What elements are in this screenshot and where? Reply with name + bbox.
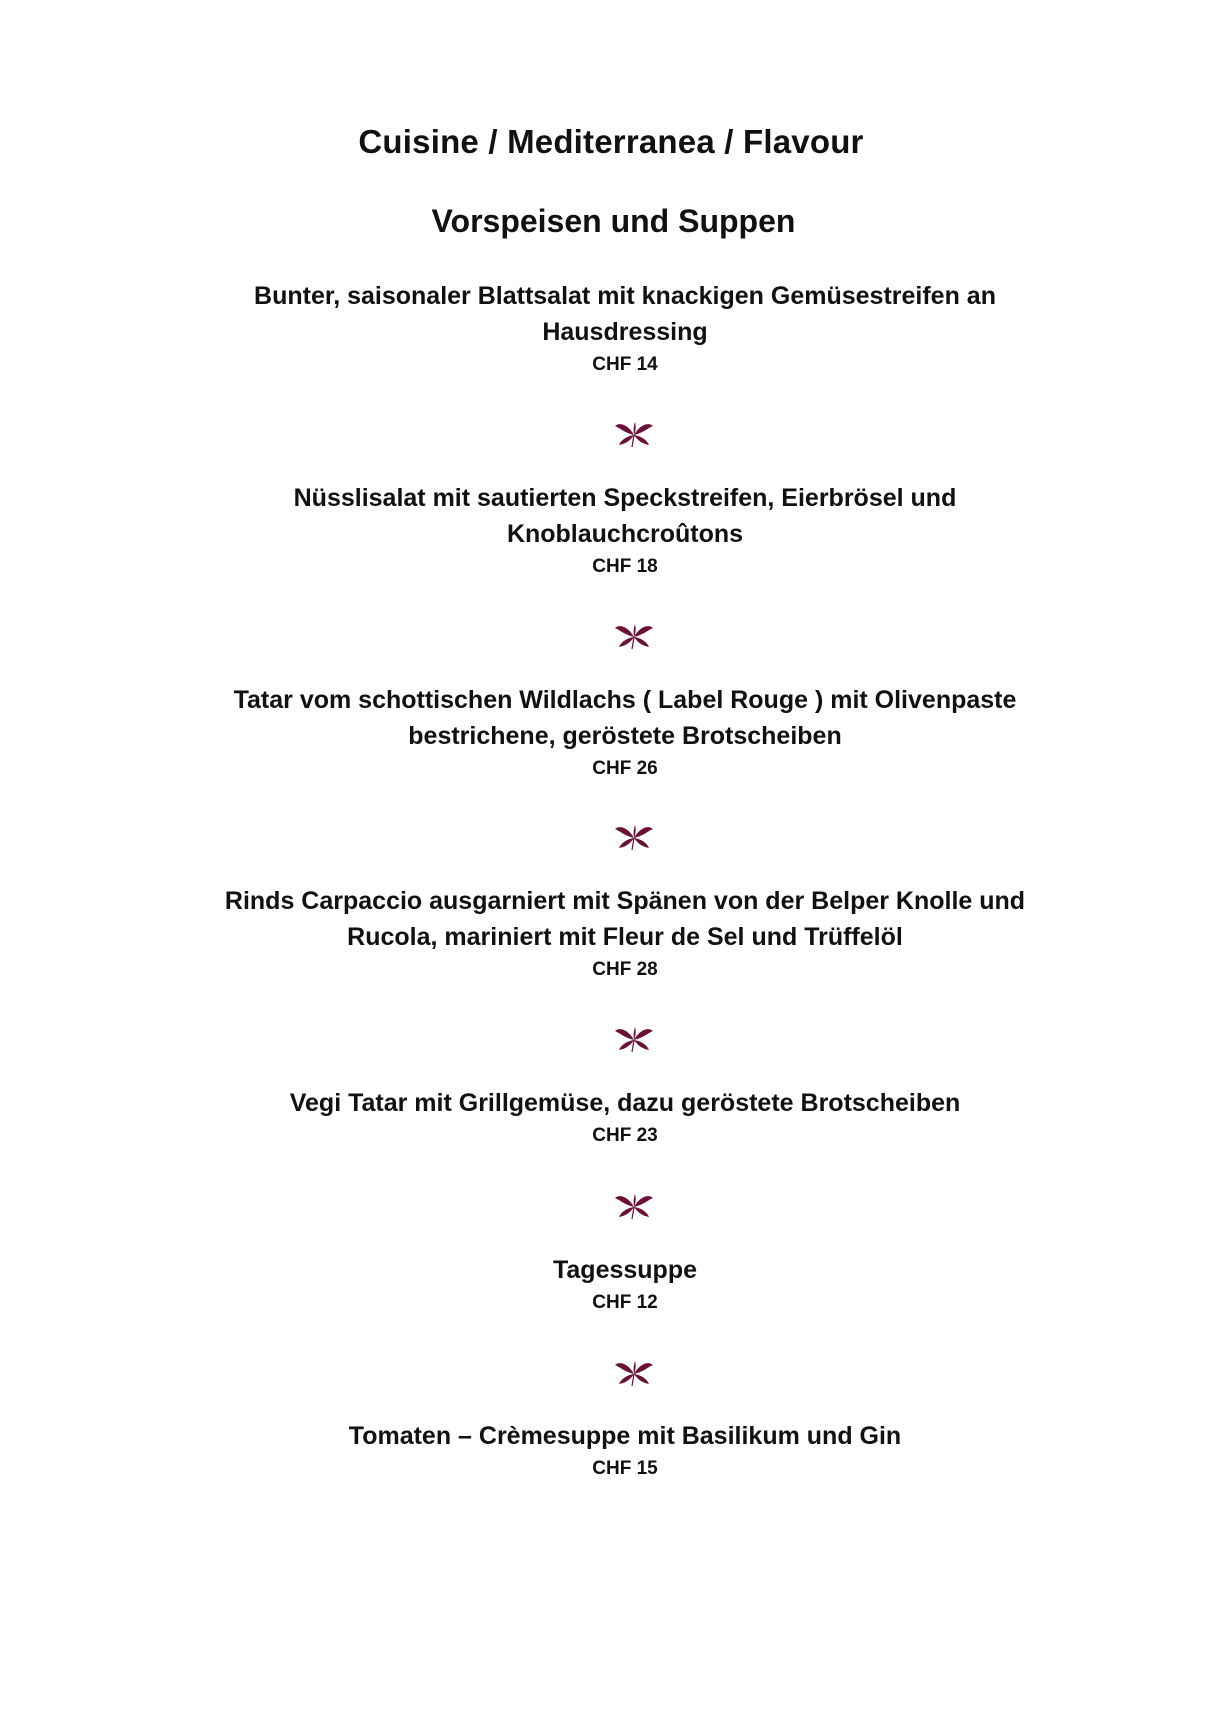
leaf-ornament-icon	[614, 622, 654, 650]
menu-title: Cuisine / Mediterranea / Flavour	[358, 123, 864, 160]
dish-price: CHF 28	[592, 959, 658, 980]
leaf-ornament-icon	[614, 1192, 654, 1220]
dish-price: CHF 23	[592, 1125, 658, 1146]
dish-item	[200, 278, 1050, 378]
dish-item	[200, 1252, 1050, 1316]
dish-name: Tagessuppe	[552, 1256, 698, 1284]
dish-price: CHF 12	[592, 1292, 658, 1313]
leaf-ornament-icon	[614, 823, 654, 851]
dish-price: CHF 15	[592, 1458, 658, 1479]
dish-name: Vegi Tatar mit Grillgemüse, dazu geröstete Brotscheiben	[289, 1089, 961, 1117]
leaf-ornament-icon	[614, 420, 654, 448]
dish-item	[200, 480, 1050, 580]
dish-price: CHF 18	[592, 556, 658, 577]
dish-item	[200, 883, 1050, 983]
section-title: Vorspeisen und Suppen	[431, 203, 796, 239]
dish-price: CHF 14	[592, 354, 658, 375]
dish-price: CHF 26	[592, 758, 658, 779]
leaf-ornament-icon	[614, 1025, 654, 1053]
dish-name: Bunter, saisonaler Blattsalat mit knackigen Gemüsestreifen an Hausdressing	[254, 282, 996, 346]
leaf-ornament-icon	[614, 1359, 654, 1387]
dish-name: Tomaten – Crèmesuppe mit Basilikum und Gin	[348, 1422, 902, 1450]
dish-item	[200, 682, 1050, 782]
dish-item	[200, 1085, 1050, 1149]
dish-name: Nüsslisalat mit sautierten Speckstreifen, Eierbrösel und Knoblauchcroûtons	[293, 484, 957, 548]
dish-name: Tatar vom schottischen Wildlachs ( Label Rouge ) mit Olivenpaste bestrichene, geröstete Brotscheiben	[233, 686, 1017, 750]
dish-item	[200, 1418, 1050, 1482]
dish-name: Rinds Carpaccio ausgarniert mit Spänen von der Belper Knolle und Rucola, mariniert mit Fleur de Sel und Trüffelöl	[224, 887, 1026, 951]
